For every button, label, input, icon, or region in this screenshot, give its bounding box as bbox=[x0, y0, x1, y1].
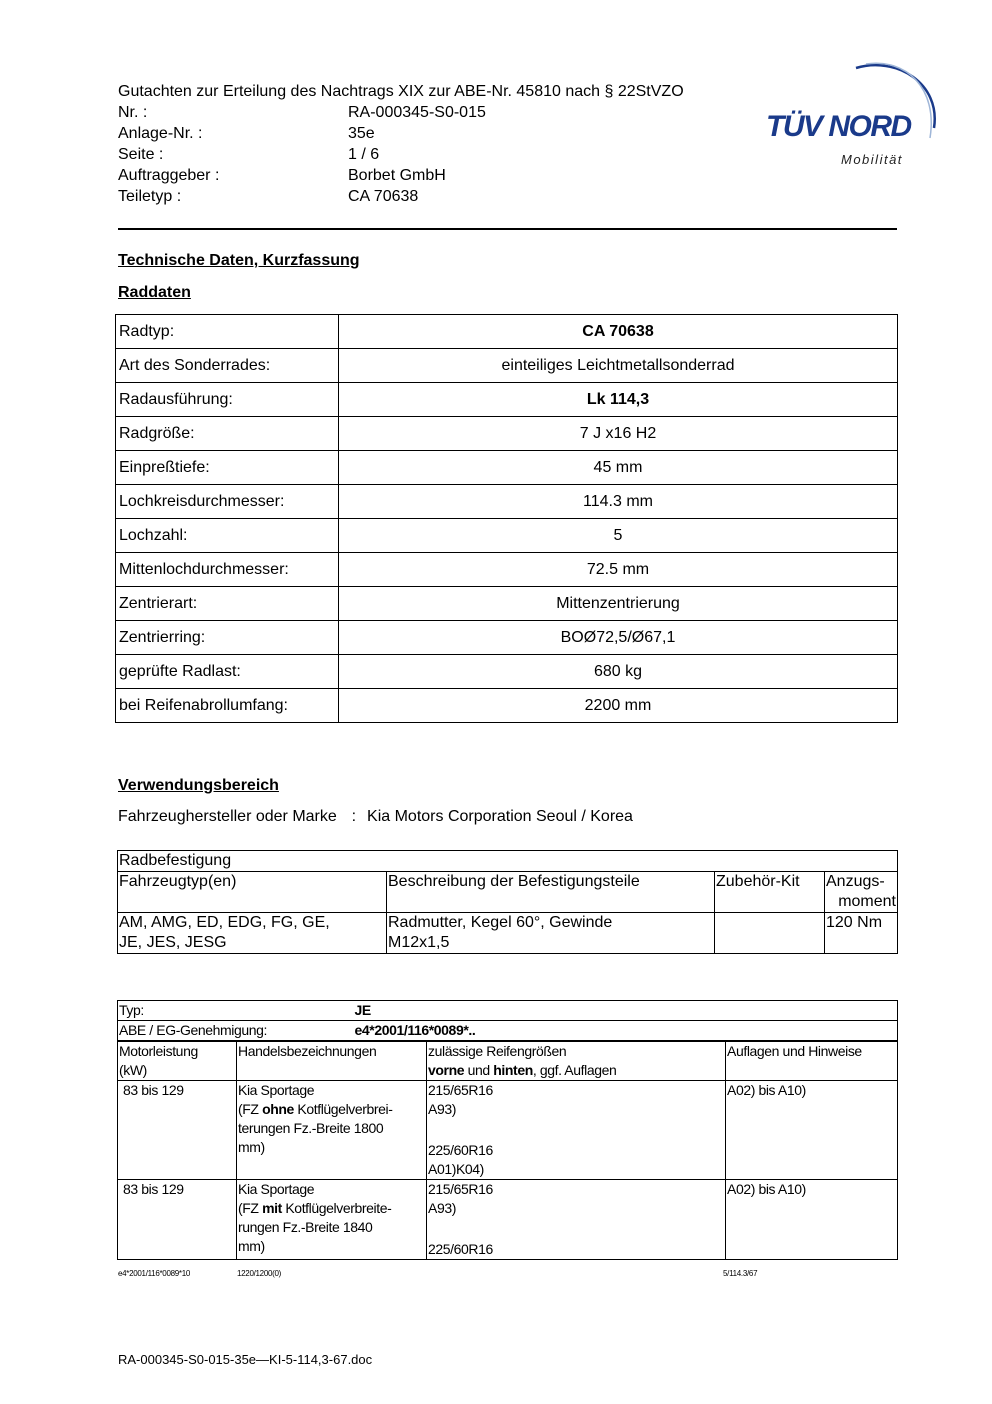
table-row bbox=[116, 621, 898, 655]
footnote-pcd: 5/114.3/67 bbox=[723, 1269, 758, 1278]
header-value-anlage: 35e bbox=[348, 125, 375, 142]
raddaten-label: Radausführung: bbox=[116, 383, 339, 417]
table-row bbox=[118, 1001, 898, 1021]
raddaten-label: Einpreßtiefe: bbox=[116, 451, 339, 485]
abe-label: ABE / EG-Genehmigung: bbox=[119, 1022, 268, 1038]
raddaten-value: 2200 mm bbox=[339, 689, 898, 723]
typ-table bbox=[117, 1000, 898, 1260]
tyre-cell bbox=[427, 1180, 726, 1260]
header-label-seite: Seite : bbox=[118, 146, 164, 163]
manufacturer-separator: : bbox=[351, 808, 357, 825]
report-title: Gutachten zur Erteilung des Nachtrags XIX zur ABE-Nr. 45810 nach § 22StVZO bbox=[118, 83, 684, 100]
logo-subtitle: Mobilität bbox=[841, 152, 903, 167]
raddaten-label: bei Reifenabrollumfang: bbox=[116, 689, 339, 723]
manufacturer-label: Fahrzeughersteller oder Marke bbox=[118, 808, 337, 825]
table-row bbox=[118, 1021, 898, 1042]
header-value-nr: RA-000345-S0-015 bbox=[348, 104, 486, 121]
header-value-teiletyp: CA 70638 bbox=[348, 188, 419, 205]
trade-pre: (FZ bbox=[238, 1200, 263, 1216]
table-row bbox=[116, 519, 898, 553]
table-row bbox=[116, 349, 898, 383]
tuv-nord-logo: TÜV NORD bbox=[766, 110, 911, 143]
raddaten-value: 45 mm bbox=[339, 451, 898, 485]
raddaten-label: Mittenlochdurchmesser: bbox=[116, 553, 339, 587]
trade-line-d: mm) bbox=[238, 1238, 265, 1254]
raddaten-value: BOØ72,5/Ø67,1 bbox=[339, 621, 898, 655]
raddaten-value: Lk 114,3 bbox=[339, 383, 898, 417]
beschreibung-cell bbox=[387, 913, 715, 954]
abe-value: e4*2001/116*0089*.. bbox=[354, 1022, 476, 1038]
trade-line-d: mm) bbox=[238, 1139, 265, 1155]
raddaten-value: 114.3 mm bbox=[339, 485, 898, 519]
trade-line-c: rungen Fz.-Breite 1840 bbox=[238, 1219, 373, 1235]
header-label-nr: Nr. : bbox=[118, 104, 148, 121]
reifen-header-line-a: zulässige Reifengrößen bbox=[428, 1043, 567, 1059]
header-label-auftraggeber: Auftraggeber : bbox=[118, 167, 220, 184]
anzugsmoment-cell: 120 Nm bbox=[825, 913, 898, 954]
header-value-auftraggeber: Borbet GmbH bbox=[348, 167, 446, 184]
notes-cell: A02) bis A10) bbox=[726, 1180, 898, 1260]
reifen-header-line-b bbox=[428, 1061, 724, 1080]
table-row bbox=[118, 851, 898, 872]
raddaten-label: Zentrierart: bbox=[116, 587, 339, 621]
table-row bbox=[116, 451, 898, 485]
trade-line-c: terungen Fz.-Breite 1800 bbox=[238, 1120, 384, 1136]
power-cell: 83 bis 129 bbox=[118, 1180, 237, 1260]
col-header-zubehoer: Zubehör-Kit bbox=[715, 872, 825, 913]
trade-post: Kotflügelverbreite- bbox=[281, 1200, 392, 1216]
table-row bbox=[118, 913, 898, 954]
tyre-note: A93) bbox=[428, 1200, 456, 1216]
tyre-cell bbox=[427, 1081, 726, 1180]
footnote-load: 1220/1200(0) bbox=[237, 1269, 281, 1278]
manufacturer-value: Kia Motors Corporation Seoul / Korea bbox=[367, 808, 633, 825]
raddaten-label: Radtyp: bbox=[116, 315, 339, 349]
trade-cell bbox=[237, 1081, 427, 1180]
fahrzeugtypen-line-a: AM, AMG, ED, EDG, FG, GE, bbox=[119, 914, 330, 931]
trade-pre: (FZ bbox=[238, 1101, 263, 1117]
raddaten-value: 7 J x16 H2 bbox=[339, 417, 898, 451]
raddaten-label: Zentrierring: bbox=[116, 621, 339, 655]
col-header-auflagen: Auflagen und Hinweise bbox=[726, 1041, 898, 1081]
tyre-size: 215/65R16 bbox=[428, 1082, 493, 1098]
raddaten-value: 680 kg bbox=[339, 655, 898, 689]
table-row bbox=[116, 655, 898, 689]
trade-post: Kotflügelverbrei- bbox=[293, 1101, 393, 1117]
typ-label: Typ: bbox=[119, 1002, 144, 1018]
table-row bbox=[118, 1180, 898, 1260]
beschreibung-line-b: M12x1,5 bbox=[388, 934, 450, 951]
trade-bold: mit bbox=[262, 1200, 282, 1216]
trade-cell bbox=[237, 1180, 427, 1260]
anzugs-line-a: Anzugs- bbox=[826, 873, 885, 890]
header-value-seite: 1 / 6 bbox=[348, 146, 380, 163]
table-row bbox=[116, 485, 898, 519]
header-label-anlage: Anlage-Nr. : bbox=[118, 125, 203, 142]
trade-line-a: Kia Sportage bbox=[238, 1082, 315, 1098]
raddaten-table bbox=[115, 314, 898, 723]
reifen-vorne: vorne bbox=[428, 1062, 465, 1078]
tyre-size: 215/65R16 bbox=[428, 1181, 493, 1197]
table-row bbox=[116, 587, 898, 621]
table-row bbox=[118, 1081, 898, 1180]
anzugs-line-b: moment bbox=[838, 893, 896, 910]
fahrzeugtypen-cell bbox=[118, 913, 387, 954]
col-header-anzugsmoment bbox=[825, 872, 898, 913]
reifen-und: und bbox=[464, 1062, 494, 1078]
section-subtitle-raddaten: Raddaten bbox=[118, 284, 191, 301]
zubehoer-cell bbox=[715, 913, 825, 954]
footer-filename: RA-000345-S0-015-35e—KI-5-114,3-67.doc bbox=[118, 1352, 373, 1367]
tyre-note: A93) bbox=[428, 1101, 456, 1117]
col-header-motorleistung bbox=[118, 1041, 237, 1081]
raddaten-label: Art des Sonderrades: bbox=[116, 349, 339, 383]
header-divider bbox=[118, 228, 897, 230]
col-header-handelsbezeichnungen: Handelsbezeichnungen bbox=[237, 1041, 427, 1081]
typ-row bbox=[118, 1001, 898, 1021]
raddaten-value: 5 bbox=[339, 519, 898, 553]
table-row bbox=[118, 872, 898, 913]
radbefestigung-table bbox=[117, 850, 898, 954]
section-title-verwendungsbereich: Verwendungsbereich bbox=[118, 777, 279, 794]
trade-bold: ohne bbox=[262, 1101, 294, 1117]
fahrzeugtypen-line-b: JE, JES, JESG bbox=[119, 934, 227, 951]
radbefestigung-title: Radbefestigung bbox=[118, 851, 898, 872]
trade-line-a: Kia Sportage bbox=[238, 1181, 315, 1197]
motorleistung-line-a: Motorleistung bbox=[119, 1043, 198, 1059]
raddaten-label: Lochzahl: bbox=[116, 519, 339, 553]
power-cell: 83 bis 129 bbox=[118, 1081, 237, 1180]
raddaten-value: einteiliges Leichtmetallsonderrad bbox=[339, 349, 898, 383]
table-row bbox=[116, 553, 898, 587]
tyre-note: A01)K04) bbox=[428, 1161, 484, 1177]
section-title-technische-daten: Technische Daten, Kurzfassung bbox=[118, 252, 360, 269]
raddaten-label: Radgröße: bbox=[116, 417, 339, 451]
table-row bbox=[118, 1041, 898, 1081]
reifen-auflagen: , ggf. Auflagen bbox=[532, 1062, 617, 1078]
reifen-hinten: hinten bbox=[493, 1062, 533, 1078]
tyre-size: 225/60R16 bbox=[428, 1241, 493, 1257]
table-row bbox=[116, 383, 898, 417]
motorleistung-line-b: (kW) bbox=[119, 1062, 147, 1078]
manufacturer-line bbox=[118, 808, 633, 826]
trade-line-b bbox=[238, 1199, 425, 1218]
header-label-teiletyp: Teiletyp : bbox=[118, 188, 182, 205]
col-header-fahrzeugtyp: Fahrzeugtyp(en) bbox=[118, 872, 387, 913]
raddaten-label: Lochkreisdurchmesser: bbox=[116, 485, 339, 519]
table-row bbox=[116, 315, 898, 349]
typ-value: JE bbox=[354, 1002, 371, 1018]
beschreibung-line-a: Radmutter, Kegel 60°, Gewinde bbox=[388, 914, 613, 931]
abe-row bbox=[118, 1021, 898, 1042]
tyre-size: 225/60R16 bbox=[428, 1142, 493, 1158]
col-header-reifengroessen bbox=[427, 1041, 726, 1081]
footnote-abe: e4*2001/116*0089*10 bbox=[118, 1269, 191, 1278]
raddaten-value: 72.5 mm bbox=[339, 553, 898, 587]
notes-cell: A02) bis A10) bbox=[726, 1081, 898, 1180]
raddaten-value: Mittenzentrierung bbox=[339, 587, 898, 621]
col-header-beschreibung: Beschreibung der Befestigungsteile bbox=[387, 872, 715, 913]
trade-line-b bbox=[238, 1100, 425, 1119]
table-row bbox=[116, 417, 898, 451]
raddaten-label: geprüfte Radlast: bbox=[116, 655, 339, 689]
raddaten-value: CA 70638 bbox=[339, 315, 898, 349]
table-row bbox=[116, 689, 898, 723]
